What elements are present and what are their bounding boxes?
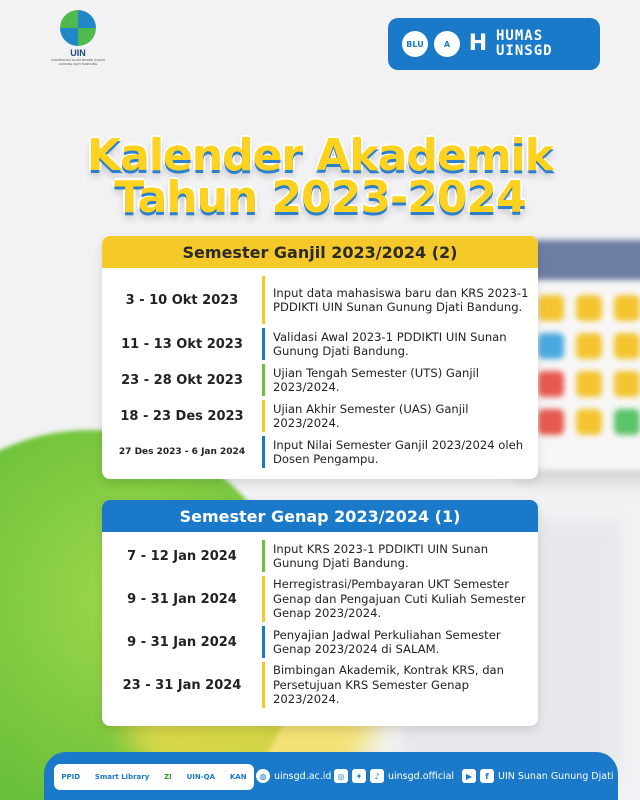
page-title-line2: Tahun 2023-2024 xyxy=(114,172,526,223)
event-description: Validasi Awal 2023-1 PDDIKTI UIN Sunan Gunung Djati Bandung. xyxy=(273,329,507,358)
list-item xyxy=(102,328,538,360)
event-date: 7 - 12 Jan 2024 xyxy=(127,548,237,564)
kan-logo: KAN xyxy=(229,773,247,781)
section-ganjil xyxy=(102,236,538,479)
event-date: 18 - 23 Des 2023 xyxy=(120,408,244,424)
section-heading: Semester Ganjil 2023/2024 (2) xyxy=(102,236,538,268)
list-item xyxy=(102,276,538,324)
event-date: 9 - 31 Jan 2024 xyxy=(127,634,237,650)
uin-qa-logo: UIN-QA xyxy=(186,773,216,781)
event-description: Input KRS 2023-1 PDDIKTI UIN Sunan Gunung Djati Bandung. xyxy=(273,541,489,570)
uin-logo-text: UIN xyxy=(70,48,86,58)
website-text: uinsgd.ac.id xyxy=(274,770,332,782)
event-date: 23 - 28 Okt 2023 xyxy=(121,372,243,388)
twitter-icon: ✦ xyxy=(352,769,366,783)
event-date: 11 - 13 Okt 2023 xyxy=(121,336,243,352)
event-description: Ujian Tengah Semester (UTS) Ganjil 2023/2024. xyxy=(273,365,480,394)
blu-badge-icon: BLU xyxy=(402,31,428,57)
instagram-icon: ◎ xyxy=(334,769,348,783)
event-date: 27 Des 2023 - 6 Jan 2024 xyxy=(118,447,246,457)
zi-logo: ZI xyxy=(164,773,172,781)
website-link[interactable] xyxy=(256,769,331,783)
facebook-text: UIN Sunan Gunung Djati xyxy=(498,770,614,782)
tiktok-icon: ♪ xyxy=(370,769,384,783)
list-item xyxy=(102,662,538,708)
brand-line1: HUMAS xyxy=(496,28,544,44)
row-accent-bar xyxy=(262,400,265,432)
facebook-icon: f xyxy=(480,769,494,783)
uin-logo xyxy=(48,10,108,66)
humas-h-icon: H xyxy=(468,31,488,56)
section-genap xyxy=(102,500,538,726)
event-description: Ujian Akhir Semester (UAS) Ganjil 2023/2024. xyxy=(273,401,469,430)
youtube-icon: ▶ xyxy=(462,769,476,783)
event-date: 9 - 31 Jan 2024 xyxy=(127,591,237,607)
event-date: 3 - 10 Okt 2023 xyxy=(125,292,239,308)
list-item xyxy=(102,576,538,622)
partner-logos xyxy=(54,764,254,790)
calendar-illustration xyxy=(520,240,640,470)
list-item xyxy=(102,400,538,432)
event-description: Input data mahasiswa baru dan KRS 2023-1 PDDIKTI UIN Sunan Gunung Djati Bandung. xyxy=(273,285,529,314)
row-accent-bar xyxy=(262,576,265,622)
social-link[interactable] xyxy=(334,769,454,783)
row-accent-bar xyxy=(262,276,265,324)
row-accent-bar xyxy=(262,662,265,708)
uin-flower-icon xyxy=(60,10,96,46)
list-item xyxy=(102,436,538,468)
ppid-logo: PPID xyxy=(61,773,81,781)
row-accent-bar xyxy=(262,364,265,396)
row-accent-bar xyxy=(262,436,265,468)
humas-badge xyxy=(388,18,600,70)
list-item xyxy=(102,364,538,396)
event-description: Bimbingan Akademik, Kontrak KRS, dan Persetujuan KRS Semester Genap 2023/2024. xyxy=(273,663,505,707)
facebook-link[interactable] xyxy=(462,769,613,783)
list-item xyxy=(102,540,538,572)
footer xyxy=(44,752,618,800)
page-title-line1: Kalender Akademik xyxy=(87,130,553,181)
row-accent-bar xyxy=(262,626,265,658)
event-date: 23 - 31 Jan 2024 xyxy=(122,677,242,693)
social-handle-text: uinsgd.official xyxy=(388,770,455,782)
brand-line2: UINSGD xyxy=(496,43,553,59)
event-description: Penyajian Jadwal Perkuliahan Semester Genap 2023/2024 di SALAM. xyxy=(273,627,501,656)
event-description: Herregistrasi/Pembayaran UKT Semester Genap dan Pengajuan Cuti Kuliah Semester Genap 2023/2024. xyxy=(273,577,526,621)
accreditation-a-icon: A xyxy=(434,31,460,57)
globe-icon: ◍ xyxy=(256,769,270,783)
humas-brand xyxy=(496,29,553,59)
section-heading: Semester Genap 2023/2024 (1) xyxy=(102,500,538,532)
smart-library-logo: Smart Library xyxy=(94,773,150,781)
event-description: Input Nilai Semester Ganjil 2023/2024 oleh Dosen Pengampu. xyxy=(273,437,524,466)
list-item xyxy=(102,626,538,658)
row-accent-bar xyxy=(262,328,265,360)
row-accent-bar xyxy=(262,540,265,572)
uin-logo-subtext: UNIVERSITAS ISLAM NEGERI SUNAN GUNUNG DJATI BANDUNG xyxy=(51,58,105,66)
